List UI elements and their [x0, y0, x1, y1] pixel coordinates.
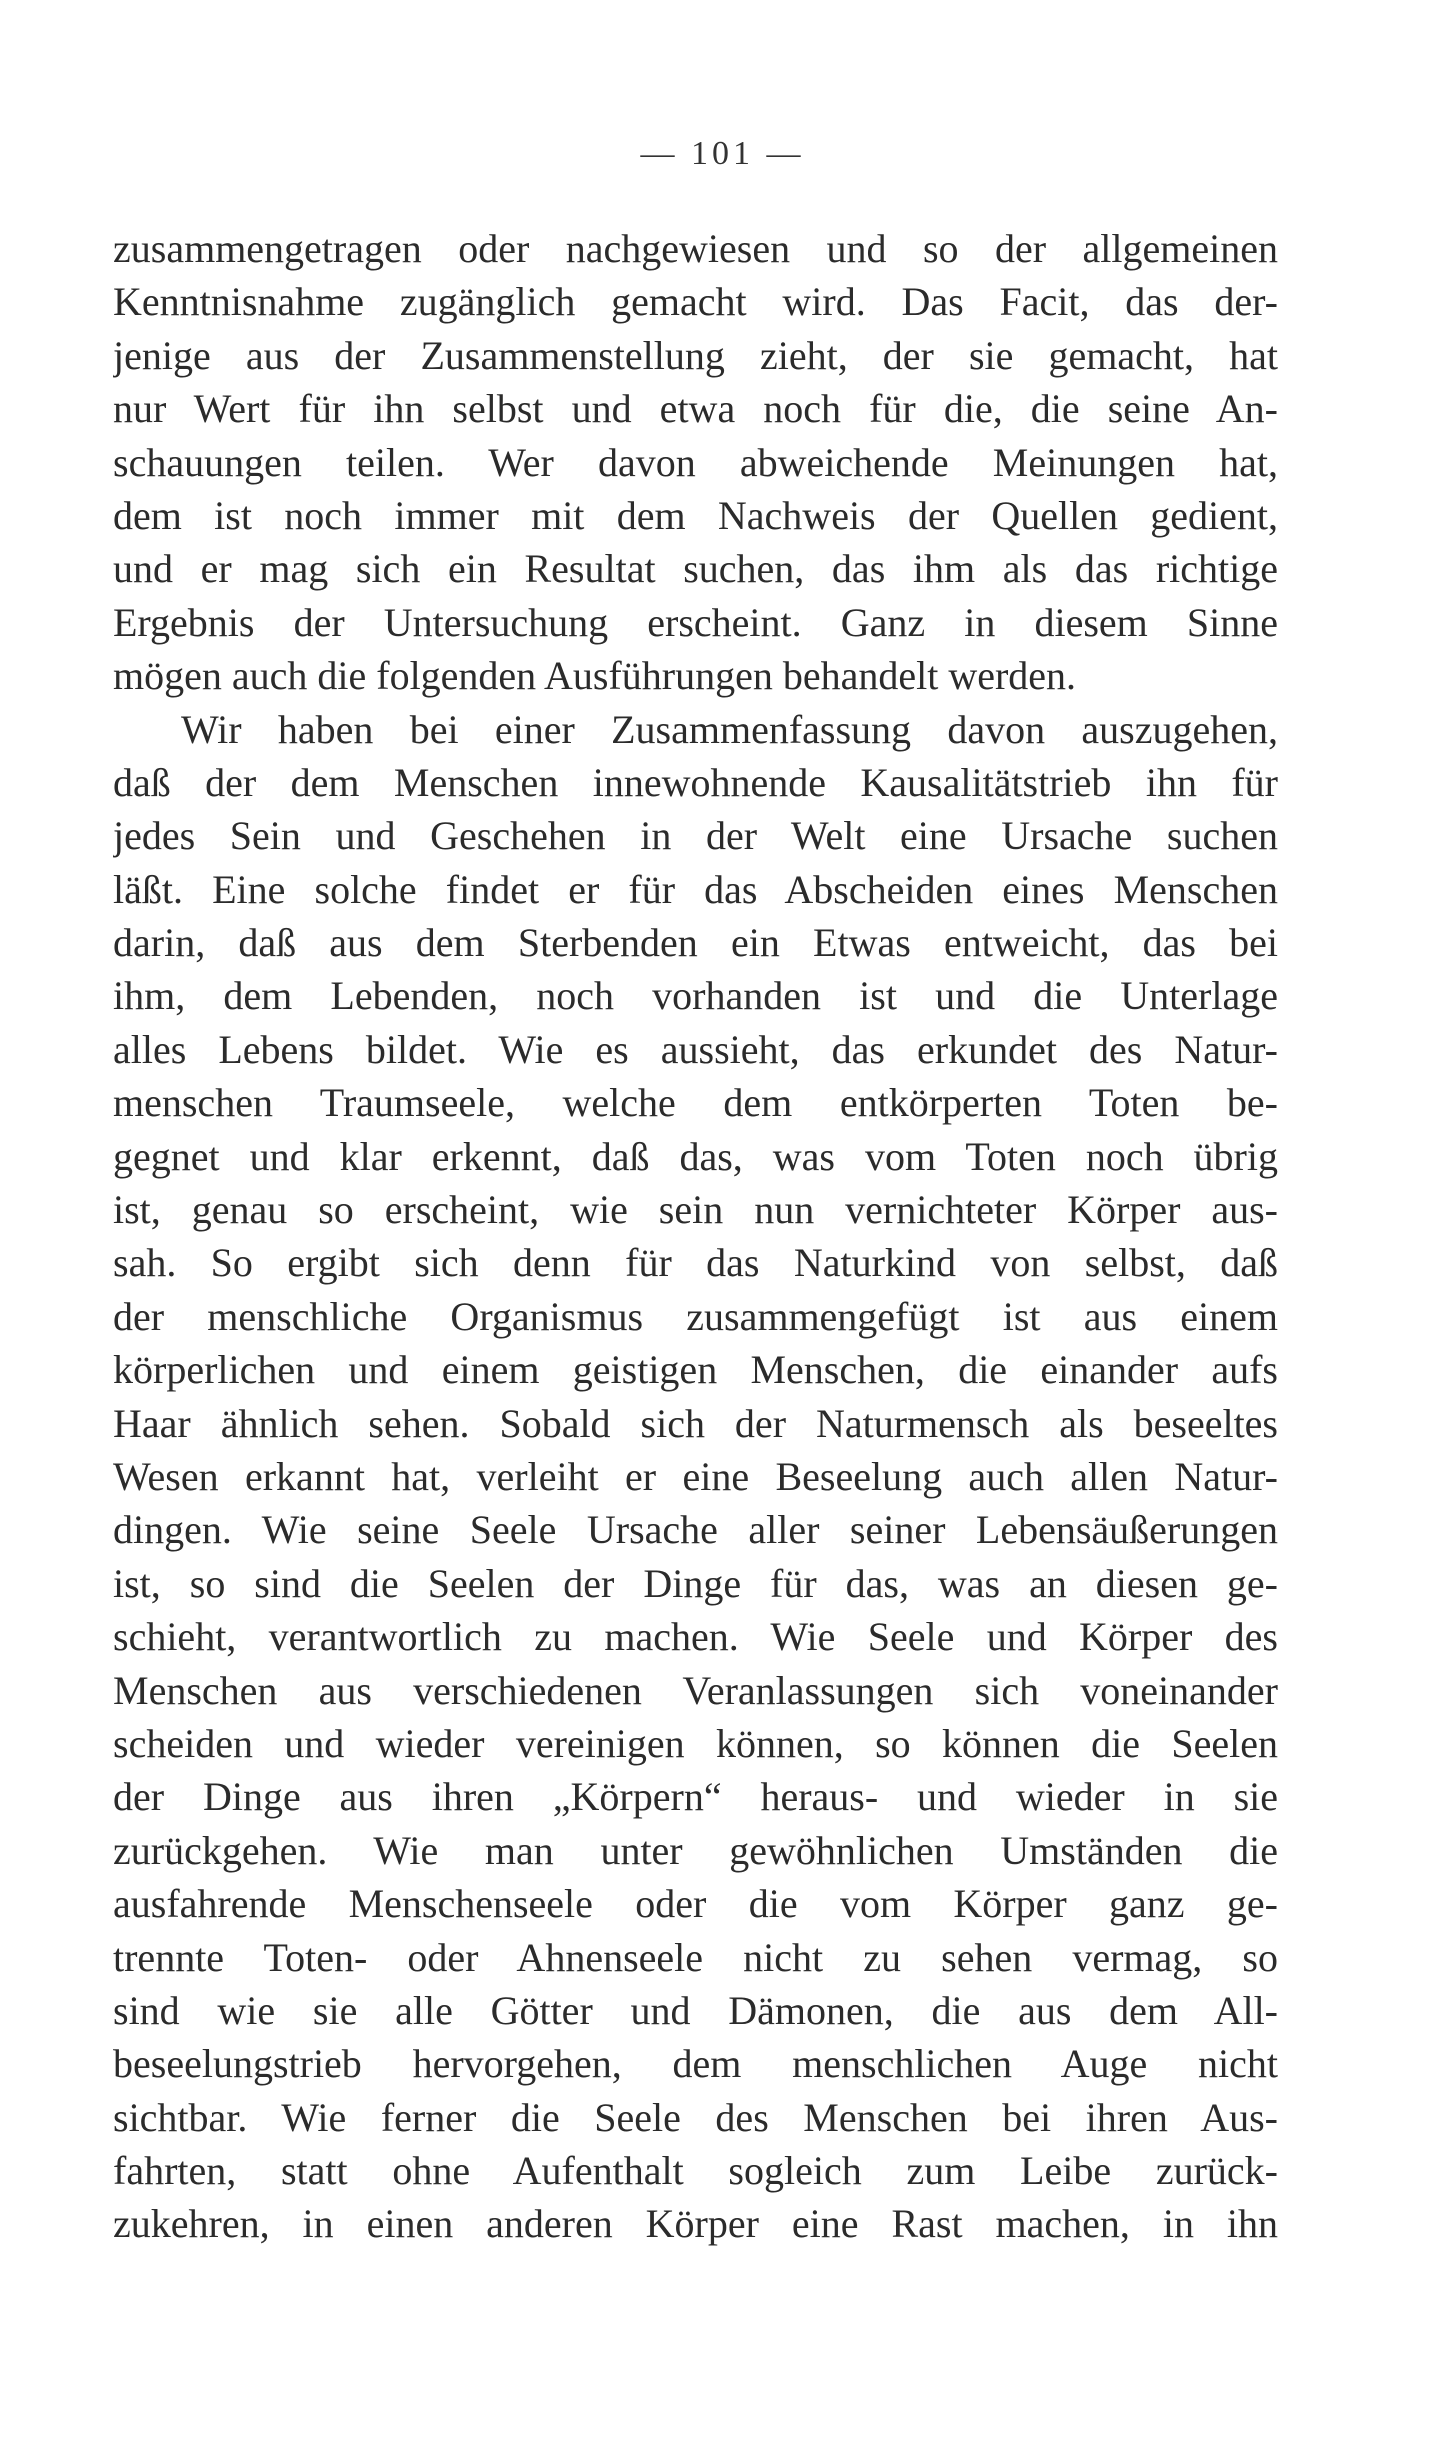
text-line: ausfahrende Menschenseele oder die vom Körper ganz ge- [113, 1881, 1278, 1927]
text-line: Haar ähnlich sehen. Sobald sich der Naturmensch als beseeltes [113, 1400, 1278, 1446]
text-line: der Dinge aus ihren „Körpern“ heraus- und wieder in sie [113, 1774, 1278, 1820]
text-line: jenige aus der Zusammenstellung zieht, der sie gemacht, hat [113, 332, 1278, 378]
text-line: ist, genau so erscheint, wie sein nun vernichteter Körper aus- [113, 1187, 1278, 1233]
text-line: zukehren, in einen anderen Körper eine Rast machen, in ihn [113, 2201, 1278, 2247]
text-line: menschen Traumseele, welche dem entkörperten Toten be- [113, 1080, 1278, 1126]
text-line: jedes Sein und Geschehen in der Welt eine Ursache suchen [113, 813, 1278, 859]
text-line: dem ist noch immer mit dem Nachweis der Quellen gedient, [113, 492, 1278, 538]
text-line: mögen auch die folgenden Ausführungen behandelt werden. [113, 653, 1077, 699]
text-line: gegnet und klar erkennt, daß das, was vom Toten noch übrig [113, 1133, 1278, 1179]
text-line: alles Lebens bildet. Wie es aussieht, das erkundet des Natur- [113, 1026, 1278, 1072]
text-line: trennte Toten- oder Ahnenseele nicht zu sehen vermag, so [113, 1934, 1278, 1980]
text-line: zusammengetragen oder nachgewiesen und so der allgemeinen [113, 226, 1278, 271]
text-line: körperlichen und einem geistigen Menschen, die einander aufs [113, 1347, 1278, 1393]
text-line: zurückgehen. Wie man unter gewöhnlichen Umständen die [113, 1827, 1278, 1873]
text-line: sichtbar. Wie ferner die Seele des Menschen bei ihren Aus- [113, 2094, 1278, 2140]
text-line: beseelungstrieb hervorgehen, dem menschlichen Auge nicht [113, 2041, 1278, 2087]
text-line: der menschliche Organismus zusammengefügt ist aus einem [113, 1293, 1278, 1339]
text-line: Ergebnis der Untersuchung erscheint. Ganz in diesem Sinne [113, 599, 1278, 645]
text-line: Menschen aus verschiedenen Veranlassungen sich voneinander [113, 1667, 1278, 1713]
text-line: sind wie sie alle Götter und Dämonen, die aus dem All- [113, 1987, 1278, 2033]
text-line: schauungen teilen. Wer davon abweichende Meinungen hat, [113, 439, 1278, 485]
text-line: ihm, dem Lebenden, noch vorhanden ist und die Unterlage [113, 973, 1278, 1019]
text-line: sah. So ergibt sich denn für das Naturkind von selbst, daß [113, 1240, 1278, 1286]
text-line: scheiden und wieder vereinigen können, so können die Seelen [113, 1720, 1278, 1766]
text-line: daß der dem Menschen innewohnende Kausalitätstrieb ihn für [113, 759, 1278, 805]
text-line: Wesen erkannt hat, verleiht er eine Beseelung auch allen Natur- [113, 1453, 1278, 1499]
text-line: Kenntnisnahme zugänglich gemacht wird. Das Facit, das der- [113, 279, 1278, 325]
page-number: — 101 — [640, 135, 805, 172]
text-line: fahrten, statt ohne Aufenthalt sogleich zum Leibe zurück- [113, 2148, 1278, 2194]
text-line: schieht, verantwortlich zu machen. Wie Seele und Körper des [113, 1614, 1278, 1660]
text-line: und er mag sich ein Resultat suchen, das ihm als das richtige [113, 546, 1278, 592]
paragraph-1 [113, 222, 1278, 703]
text-line: Wir haben bei einer Zusammenfassung davon auszugehen, [181, 706, 1278, 752]
paragraph-2 [113, 703, 1278, 2251]
text-line: läßt. Eine solche findet er für das Abscheiden eines Menschen [113, 866, 1278, 912]
text-line: darin, daß aus dem Sterbenden ein Etwas entweicht, das bei [113, 920, 1278, 966]
text-line: dingen. Wie seine Seele Ursache aller seiner Lebensäußerungen [113, 1507, 1278, 1553]
text-line: ist, so sind die Seelen der Dinge für das, was an diesen ge- [113, 1560, 1278, 1606]
text-line: nur Wert für ihn selbst und etwa noch für die, die seine An- [113, 386, 1278, 432]
body-text [113, 222, 1278, 2251]
